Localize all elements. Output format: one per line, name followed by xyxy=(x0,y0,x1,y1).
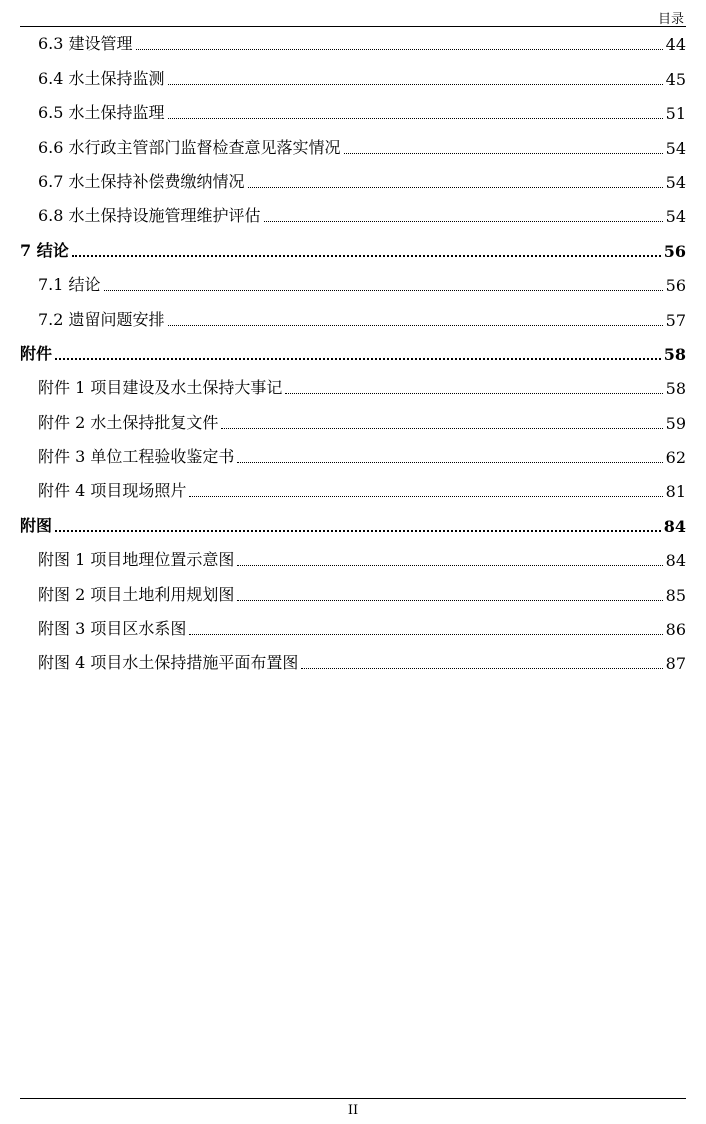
toc-dot-leader xyxy=(301,668,662,669)
toc-entry-page: 59 xyxy=(665,413,686,433)
toc-dot-leader xyxy=(55,358,661,360)
toc-entry-page: 85 xyxy=(665,585,686,605)
toc-entry[interactable] xyxy=(20,473,686,507)
toc-dot-leader xyxy=(285,393,662,394)
toc-entry-title: 6.6 水行政主管部门监督检查意见落实情况 xyxy=(38,137,341,157)
toc-entry[interactable] xyxy=(20,336,686,370)
toc-entry[interactable] xyxy=(20,95,686,129)
toc-dot-leader xyxy=(248,187,663,188)
header-section-title: 目录 xyxy=(657,12,684,27)
toc-entry-page: 87 xyxy=(665,654,686,674)
toc-entry[interactable] xyxy=(20,645,686,679)
toc-dot-leader xyxy=(237,565,662,566)
toc-entry-page: 84 xyxy=(665,551,686,571)
toc-entry[interactable] xyxy=(20,370,686,404)
toc-dot-leader xyxy=(168,118,663,119)
toc-entry-page: 56 xyxy=(663,241,686,261)
toc-entry-page: 54 xyxy=(665,172,686,192)
toc-entry[interactable] xyxy=(20,542,686,576)
toc-entry-page: 58 xyxy=(663,344,686,364)
toc-entry-title: 附图 3 项目区水系图 xyxy=(38,619,187,639)
toc-entry[interactable] xyxy=(20,439,686,473)
toc-entry-title: 附件 1 项目建设及水土保持大事记 xyxy=(38,378,283,398)
toc-entry[interactable] xyxy=(20,507,686,541)
toc-dot-leader xyxy=(189,496,662,497)
toc-entry[interactable] xyxy=(20,576,686,610)
toc-entry-title: 附件 2 水土保持批复文件 xyxy=(38,412,219,432)
toc-entry[interactable] xyxy=(20,301,686,335)
toc-entry-page: 54 xyxy=(665,207,686,227)
toc-dot-leader xyxy=(72,255,661,257)
toc-entry-title: 6.7 水土保持补偿费缴纳情况 xyxy=(38,171,245,191)
toc-entry-title: 7.1 结论 xyxy=(38,275,101,295)
toc-entry[interactable] xyxy=(20,611,686,645)
toc-dot-leader xyxy=(237,462,662,463)
toc-entry[interactable] xyxy=(20,26,686,60)
toc-entry-title: 6.5 水土保持监理 xyxy=(38,103,165,123)
toc-entry[interactable] xyxy=(20,129,686,163)
toc-entry-title: 6.4 水土保持监测 xyxy=(38,68,165,88)
toc-entry-page: 45 xyxy=(665,69,686,89)
toc-dot-leader xyxy=(168,325,663,326)
toc-entry[interactable] xyxy=(20,404,686,438)
toc-dot-leader xyxy=(104,290,663,291)
toc-entry-page: 51 xyxy=(665,104,686,124)
page-header xyxy=(20,6,686,27)
toc-dot-leader xyxy=(189,634,662,635)
toc-entry-page: 57 xyxy=(665,310,686,330)
toc-dot-leader xyxy=(344,153,663,154)
toc-entry-page: 54 xyxy=(665,138,686,158)
toc-entry-title: 附图 4 项目水土保持措施平面布置图 xyxy=(38,653,299,673)
toc-entry[interactable] xyxy=(20,60,686,94)
toc-entry-page: 81 xyxy=(665,482,686,502)
toc-entry-page: 62 xyxy=(665,448,686,468)
toc-entry-page: 86 xyxy=(665,620,686,640)
toc-entry[interactable] xyxy=(20,232,686,266)
toc-entry-title: 附件 3 单位工程验收鉴定书 xyxy=(38,447,235,467)
toc-dot-leader xyxy=(221,428,662,429)
toc-entry-title: 7 结论 xyxy=(20,240,69,260)
toc-dot-leader xyxy=(168,84,663,85)
toc-dot-leader xyxy=(237,600,662,601)
toc-entry[interactable] xyxy=(20,198,686,232)
toc-entry[interactable] xyxy=(20,164,686,198)
toc-entry-title: 附图 xyxy=(20,515,53,535)
toc-dot-leader xyxy=(55,530,661,532)
toc-entry-page: 44 xyxy=(665,35,686,55)
table-of-contents xyxy=(20,26,686,679)
toc-entry-page: 58 xyxy=(665,379,686,399)
toc-entry-title: 附图 1 项目地理位置示意图 xyxy=(38,550,235,570)
toc-entry-title: 附件 xyxy=(20,343,53,363)
toc-dot-leader xyxy=(136,49,663,50)
footer-page-number: II xyxy=(347,1103,359,1118)
page-footer xyxy=(20,1098,686,1118)
toc-entry-title: 6.3 建设管理 xyxy=(38,34,133,54)
toc-entry-page: 56 xyxy=(665,276,686,296)
toc-entry-title: 6.8 水土保持设施管理维护评估 xyxy=(38,206,261,226)
toc-entry-page: 84 xyxy=(663,516,686,536)
toc-dot-leader xyxy=(264,221,663,222)
toc-entry-title: 7.2 遗留问题安排 xyxy=(38,309,165,329)
toc-entry[interactable] xyxy=(20,267,686,301)
toc-entry-title: 附图 2 项目土地利用规划图 xyxy=(38,584,235,604)
toc-entry-title: 附件 4 项目现场照片 xyxy=(38,481,187,501)
